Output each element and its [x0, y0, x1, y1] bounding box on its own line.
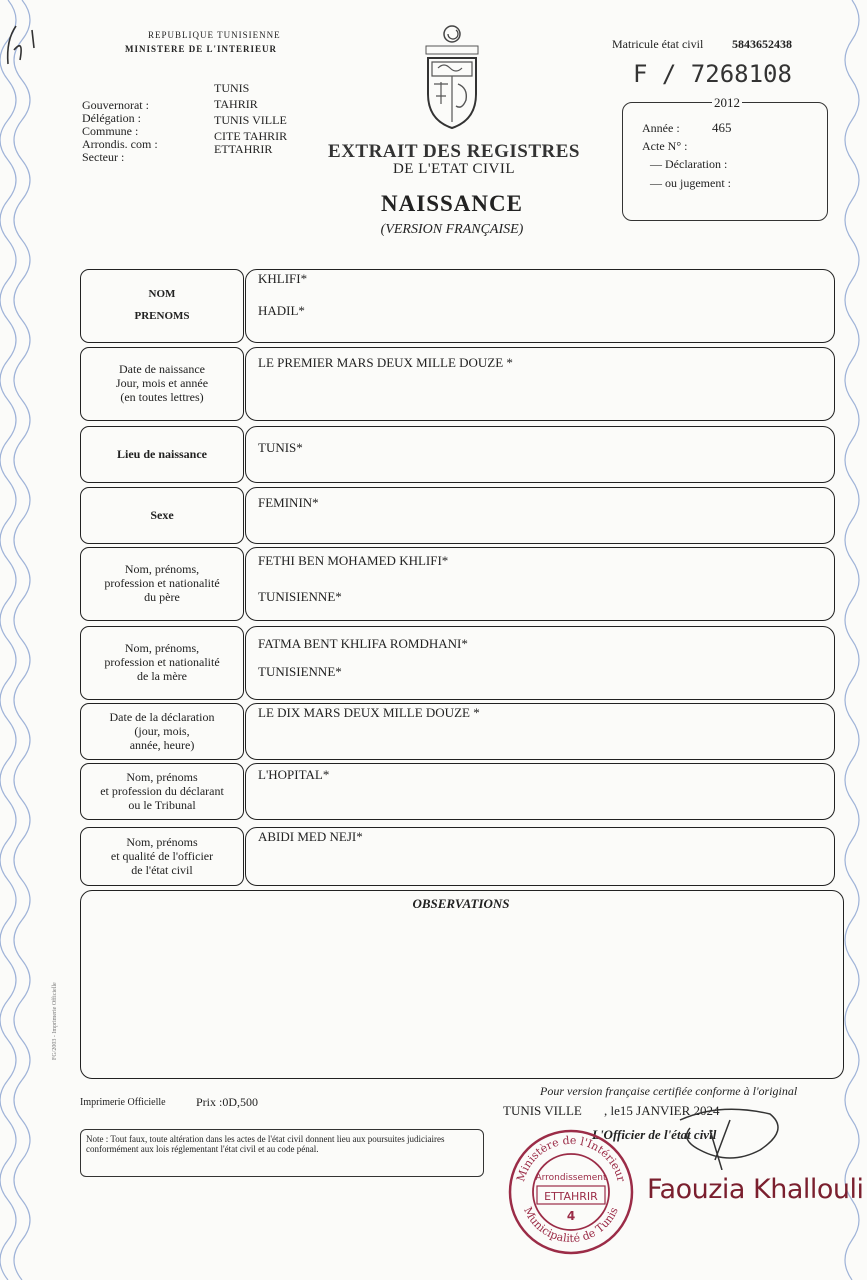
- stamp-center-1: Arrondissement: [535, 1173, 607, 1183]
- row-value: LE PREMIER MARS DEUX MILLE DOUZE *: [258, 355, 513, 370]
- row-value-box: [245, 487, 835, 544]
- row-value: ABIDI MED NEJI*: [258, 829, 363, 844]
- observations-box: [80, 890, 844, 1079]
- row-value-box: [245, 426, 835, 483]
- matricule-label: Matricule état civil: [612, 37, 704, 51]
- municipal-stamp-icon: [507, 1128, 635, 1256]
- signature-scribble-icon: [660, 1100, 790, 1170]
- row-label: Nom, prénoms et qualité de l'officier de l'état civil: [110, 834, 214, 877]
- row-label: Date de la déclaration (jour, mois, année, heure): [109, 709, 215, 752]
- acte-label: Acte N° :: [642, 139, 688, 153]
- observations-title: OBSERVATIONS: [412, 896, 510, 911]
- signature-name: Faouzia Khallouli: [647, 1174, 864, 1205]
- row-value: TUNISIENNE*: [258, 589, 342, 604]
- acte-value: 465: [712, 120, 732, 135]
- document-type-title: NAISSANCE: [381, 191, 523, 216]
- row-value: FATMA BENT KHLIFA ROMDHANI*: [258, 636, 468, 651]
- certification-text: Pour version française certifiée conforme à l'original: [540, 1084, 798, 1098]
- row-value: L'HOPITAL*: [258, 767, 330, 782]
- stamp-center-2: ETTAHRIR: [544, 1190, 598, 1203]
- prix-text: Prix :0D,500: [196, 1095, 259, 1109]
- row-value-box: [245, 763, 835, 820]
- row-value: FETHI BEN MOHAMED KHLIFI*: [258, 553, 449, 568]
- imprimerie-text: Imprimerie Officielle: [80, 1097, 166, 1108]
- coat-of-arms-icon: [420, 24, 484, 130]
- row-label: NOM PRENOMS: [134, 288, 190, 322]
- admin-labels: Gouvernorat : Délégation : Commune : Arrondis. com : Secteur :: [82, 98, 158, 164]
- ministry-text: MINISTERE DE L'INTERIEUR: [125, 44, 278, 54]
- row-value-box: [245, 269, 835, 343]
- row-label: Lieu de naissance: [116, 446, 207, 461]
- matricule-value: 5843652438: [732, 37, 792, 51]
- right-border-pattern: [842, 0, 867, 1280]
- place-text: TUNIS VILLE: [503, 1103, 582, 1118]
- handwritten-mark-icon: [2, 20, 42, 70]
- side-print-text: FG/2003 - Imprimerie Officielle: [52, 982, 58, 1060]
- officer-title: L'Officier de l'état civil: [592, 1127, 717, 1142]
- annee-label: Année :: [642, 121, 680, 135]
- row-label: Sexe: [150, 507, 174, 522]
- row-value: TUNIS*: [258, 440, 303, 455]
- stamp-center-3: 4: [566, 1209, 576, 1223]
- row-value: FEMININ*: [258, 495, 319, 510]
- title-line-2: DE L'ETAT CIVIL: [392, 161, 516, 177]
- republic-text: REPUBLIQUE TUNISIENNE: [148, 30, 281, 40]
- row-label: Nom, prénoms et profession du déclarant ou le Tribunal: [100, 769, 224, 812]
- stamp-ring-bottom: Municipalité de Tunis: [521, 1204, 621, 1246]
- note-text: Note : Tout faux, toute altération dans les actes de l'état civil donnent lieu aux poursuites judiciaires conformément aux lois réglementant l'état civil et au code pénal.: [86, 1134, 445, 1154]
- version-text: (VERSION FRANÇAISE): [380, 222, 524, 237]
- row-label: Nom, prénoms, profession et nationalité du père: [104, 562, 220, 604]
- title-line-1: EXTRAIT DES REGISTRES: [328, 141, 580, 162]
- admin-values: TUNIS TAHRIR TUNIS VILLE CITE TAHRIR ETTAHRIR: [214, 81, 288, 156]
- serial-number: F / 7268108: [633, 60, 792, 88]
- row-value: TUNISIENNE*: [258, 664, 342, 679]
- annee-value: 2012: [714, 95, 740, 110]
- stamp-ring-top: Ministère de l'Intérieur: [514, 1133, 628, 1184]
- declaration-label: — Déclaration :: [650, 157, 728, 171]
- row-value: KHLIFI*: [258, 271, 308, 286]
- left-border-pattern: [0, 0, 46, 1280]
- row-value: HADIL*: [258, 303, 305, 318]
- jugement-label: — ou jugement :: [650, 176, 731, 190]
- row-value: LE DIX MARS DEUX MILLE DOUZE *: [258, 705, 480, 720]
- row-label: Nom, prénoms, profession et nationalité de la mère: [104, 641, 220, 683]
- row-label: Date de naissance Jour, mois et année (en toutes lettres): [115, 362, 209, 404]
- date-text: , le15 JANVIER 2024: [604, 1103, 720, 1118]
